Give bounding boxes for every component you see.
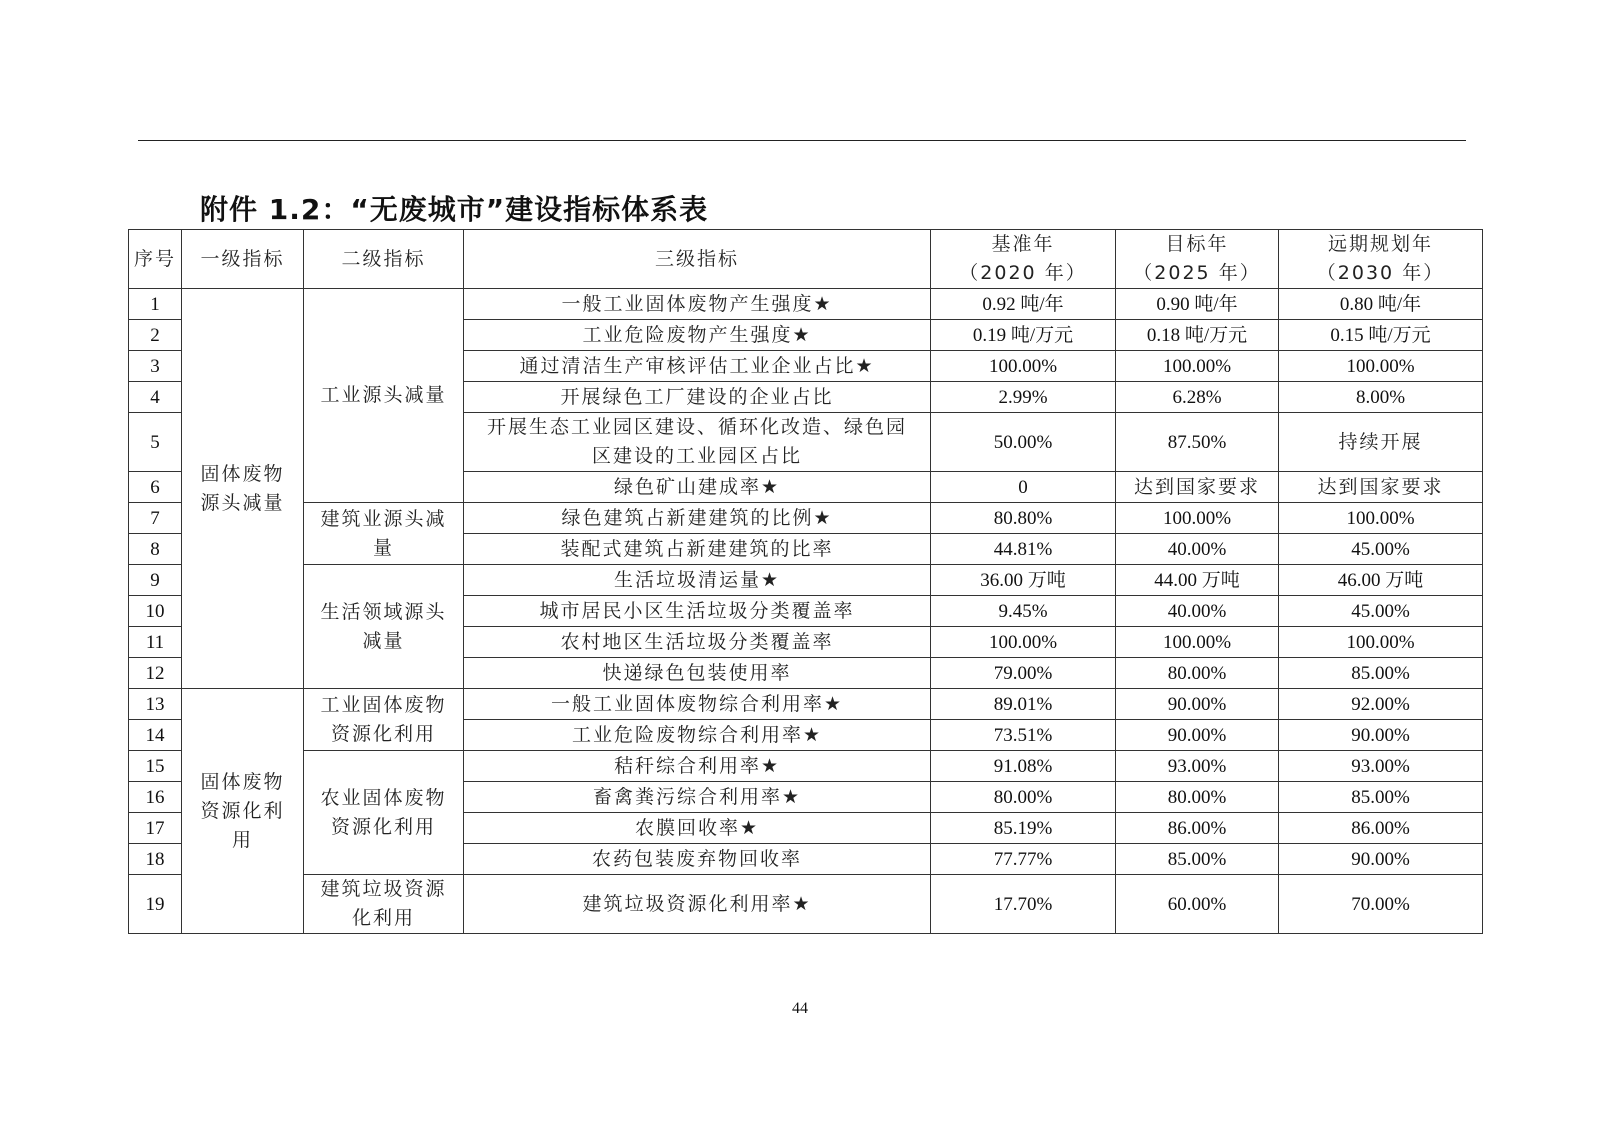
cell-indicator: 城市居民小区生活垃圾分类覆盖率 [464,596,931,627]
cell-long-term: 93.00% [1279,751,1483,782]
cell-base: 85.19% [931,813,1116,844]
cell-base: 77.77% [931,844,1116,875]
cell-target: 90.00% [1116,689,1279,720]
cell-seq: 13 [129,689,182,720]
cell-target: 93.00% [1116,751,1279,782]
cell-base: 17.70% [931,875,1116,934]
table-row [129,875,1483,934]
cell-indicator: 一般工业固体废物产生强度★ [464,289,931,320]
cell-level1: 固体废物源头减量 [182,289,304,689]
cell-indicator: 农村地区生活垃圾分类覆盖率 [464,627,931,658]
cell-target: 86.00% [1116,813,1279,844]
cell-long-term: 45.00% [1279,596,1483,627]
cell-level2: 生活领域源头减量 [304,565,464,689]
table-header-row [129,230,1483,289]
cell-seq: 18 [129,844,182,875]
cell-long-term: 70.00% [1279,875,1483,934]
header-long-term-sub: （2030 年） [1316,262,1445,284]
cell-indicator: 生活垃圾清运量★ [464,565,931,596]
cell-base: 73.51% [931,720,1116,751]
cell-base: 100.00% [931,627,1116,658]
cell-level2: 建筑业源头减量 [304,503,464,565]
cell-base: 80.80% [931,503,1116,534]
cell-target: 0.18 吨/万元 [1116,320,1279,351]
cell-seq: 17 [129,813,182,844]
cell-indicator: 开展生态工业园区建设、循环化改造、绿色园区建设的工业园区占比 [464,413,931,472]
cell-target: 44.00 万吨 [1116,565,1279,596]
cell-long-term: 45.00% [1279,534,1483,565]
cell-target: 80.00% [1116,782,1279,813]
cell-seq: 15 [129,751,182,782]
table-row [129,289,1483,320]
cell-seq: 2 [129,320,182,351]
cell-base: 89.01% [931,689,1116,720]
cell-level2: 农业固体废物资源化利用 [304,751,464,875]
cell-base: 50.00% [931,413,1116,472]
cell-seq: 3 [129,351,182,382]
cell-indicator: 开展绿色工厂建设的企业占比 [464,382,931,413]
header-seq: 序号 [129,230,182,289]
header-base-year-sub: （2020 年） [959,262,1087,284]
cell-base: 36.00 万吨 [931,565,1116,596]
cell-target: 90.00% [1116,720,1279,751]
cell-long-term: 8.00% [1279,382,1483,413]
cell-target: 40.00% [1116,534,1279,565]
cell-long-term: 90.00% [1279,720,1483,751]
header-target-year-sub: （2025 年） [1133,262,1261,284]
cell-seq: 19 [129,875,182,934]
cell-seq: 5 [129,413,182,472]
cell-indicator: 农膜回收率★ [464,813,931,844]
header-level1: 一级指标 [182,230,304,289]
cell-target: 80.00% [1116,658,1279,689]
cell-base: 2.99% [931,382,1116,413]
cell-level2: 工业源头减量 [304,289,464,503]
cell-base: 0.19 吨/万元 [931,320,1116,351]
header-level3: 三级指标 [464,230,931,289]
cell-base: 44.81% [931,534,1116,565]
cell-base: 80.00% [931,782,1116,813]
cell-seq: 7 [129,503,182,534]
table-row [129,689,1483,720]
cell-target: 6.28% [1116,382,1279,413]
cell-base: 100.00% [931,351,1116,382]
header-base-year-label: 基准年 [991,233,1055,255]
header-base-year [931,230,1116,289]
cell-long-term: 85.00% [1279,658,1483,689]
cell-indicator: 工业危险废物产生强度★ [464,320,931,351]
table-row [129,565,1483,596]
cell-long-term: 46.00 万吨 [1279,565,1483,596]
cell-indicator: 建筑垃圾资源化利用率★ [464,875,931,934]
cell-long-term: 100.00% [1279,503,1483,534]
header-long-term [1279,230,1483,289]
cell-long-term: 0.15 吨/万元 [1279,320,1483,351]
document-title: 附件 1.2：“无废城市”建设指标体系表 [200,193,709,226]
cell-long-term: 100.00% [1279,351,1483,382]
cell-indicator: 工业危险废物综合利用率★ [464,720,931,751]
cell-long-term: 达到国家要求 [1279,472,1483,503]
cell-seq: 8 [129,534,182,565]
cell-long-term: 100.00% [1279,627,1483,658]
cell-long-term: 90.00% [1279,844,1483,875]
cell-target: 60.00% [1116,875,1279,934]
cell-target: 87.50% [1116,413,1279,472]
cell-level2: 工业固体废物资源化利用 [304,689,464,751]
header-target-year-label: 目标年 [1165,233,1229,255]
header-rule [138,140,1466,141]
cell-long-term: 持续开展 [1279,413,1483,472]
cell-seq: 4 [129,382,182,413]
cell-indicator: 一般工业固体废物综合利用率★ [464,689,931,720]
cell-long-term: 0.80 吨/年 [1279,289,1483,320]
cell-seq: 16 [129,782,182,813]
page-number: 44 [792,1000,808,1017]
cell-base: 9.45% [931,596,1116,627]
cell-indicator: 畜禽粪污综合利用率★ [464,782,931,813]
cell-seq: 14 [129,720,182,751]
cell-indicator: 秸秆综合利用率★ [464,751,931,782]
cell-seq: 12 [129,658,182,689]
cell-base: 0 [931,472,1116,503]
table-row [129,751,1483,782]
cell-seq: 1 [129,289,182,320]
cell-indicator: 装配式建筑占新建建筑的比率 [464,534,931,565]
cell-long-term: 86.00% [1279,813,1483,844]
cell-level2: 建筑垃圾资源化利用 [304,875,464,934]
table-row [129,503,1483,534]
indicator-table [128,229,1483,934]
cell-target: 100.00% [1116,627,1279,658]
cell-seq: 9 [129,565,182,596]
cell-level1: 固体废物资源化利用 [182,689,304,934]
cell-target: 40.00% [1116,596,1279,627]
cell-indicator: 绿色矿山建成率★ [464,472,931,503]
cell-indicator: 农药包装废弃物回收率 [464,844,931,875]
cell-base: 0.92 吨/年 [931,289,1116,320]
cell-seq: 10 [129,596,182,627]
header-level2: 二级指标 [304,230,464,289]
cell-target: 0.90 吨/年 [1116,289,1279,320]
cell-indicator: 快递绿色包装使用率 [464,658,931,689]
header-target-year [1116,230,1279,289]
header-long-term-label: 远期规划年 [1327,233,1433,255]
cell-indicator: 绿色建筑占新建建筑的比例★ [464,503,931,534]
cell-target: 100.00% [1116,351,1279,382]
cell-base: 91.08% [931,751,1116,782]
cell-target: 达到国家要求 [1116,472,1279,503]
cell-seq: 6 [129,472,182,503]
cell-target: 100.00% [1116,503,1279,534]
cell-long-term: 92.00% [1279,689,1483,720]
cell-base: 79.00% [931,658,1116,689]
cell-target: 85.00% [1116,844,1279,875]
cell-seq: 11 [129,627,182,658]
cell-long-term: 85.00% [1279,782,1483,813]
cell-indicator: 通过清洁生产审核评估工业企业占比★ [464,351,931,382]
